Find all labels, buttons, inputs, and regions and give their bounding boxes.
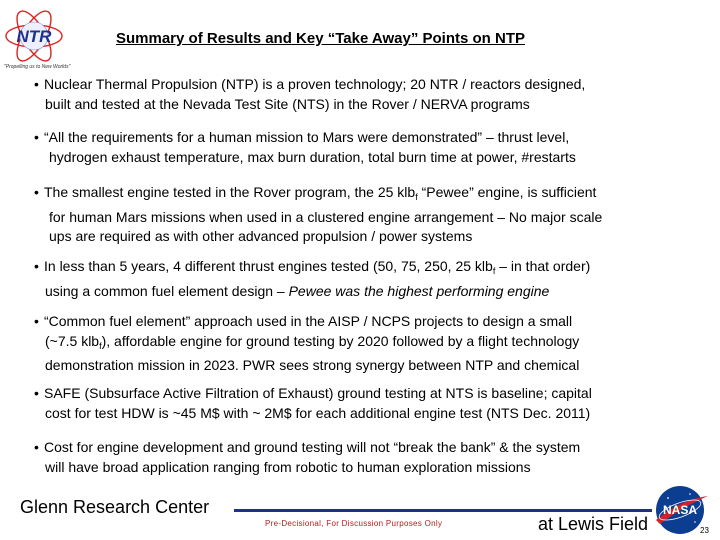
bullet-7: • Cost for engine development and ground testing will not “break the bank” & the system will have broad application ranging from robotic to human exploration missions (34, 439, 581, 475)
nasa-text: NASA (662, 503, 698, 517)
bullet-dot: • (34, 313, 39, 329)
logo-tagline: "Propelling us to New Worlds" (4, 64, 71, 70)
bullet-dot: • (34, 76, 39, 92)
bullet-dot: • (34, 385, 39, 401)
bullet-5: • “Common fuel element” approach used in the AISP / NCPS projects to design a small (~7.5 klb$_f$), affordable engine for ground testing by 2020 followed by a flight technology demonstration mission in 2023. PWR sees strong synergy between NTP and chemical (34, 313, 580, 373)
footer-divider (234, 509, 652, 512)
footer-location: at Lewis Field (538, 514, 649, 534)
bullet-2: • “All the requirements for a human mission to Mars were demonstrated” – thrust level, hydrogen exhaust temperature, max burn duration, total burn time at power, #restarts (34, 129, 576, 165)
bullet-dot: • (34, 129, 39, 145)
page-number: 23 (700, 526, 709, 535)
bullet-6: • SAFE (Subsurface Active Filtration of Exhaust) ground testing at NTS is baseline; capital cost for test HDW is ~45 M$ with ~ 2M$ for each additional engine test (NTS Dec. 2011) (34, 385, 592, 421)
bullet-3: • The smallest engine tested in the Rover program, the 25 klb$_f$ “Pewee” engine, is sufficient for human Mars missions when used in a clustered engine arrangement – No major scale ups are required as with other advanced propulsion / power systems (34, 184, 603, 244)
slide-title: Summary of Results and Key “Take Away” Points on NTP (116, 30, 525, 47)
footer-center-name: Glenn Research Center (20, 497, 210, 517)
footer-disclaimer: Pre-Decisional, For Discussion Purposes Only (265, 519, 443, 528)
bullet-1: • Nuclear Thermal Propulsion (NTP) is a proven technology; 20 NTR / reactors designed, built and tested at the Nevada Test Site (NTS) in the Rover / NERVA programs (34, 76, 586, 112)
logo-text: NTR (16, 27, 52, 46)
bullet-dot: • (34, 184, 39, 200)
bullet-dot: • (34, 439, 39, 455)
bullet-4: • In less than 5 years, 4 different thrust engines tested (50, 75, 250, 25 klb$_f$ – in that order) using a common fuel element design – Pewee was the highest performing engine (34, 258, 591, 299)
bullet-dot: • (34, 258, 39, 274)
